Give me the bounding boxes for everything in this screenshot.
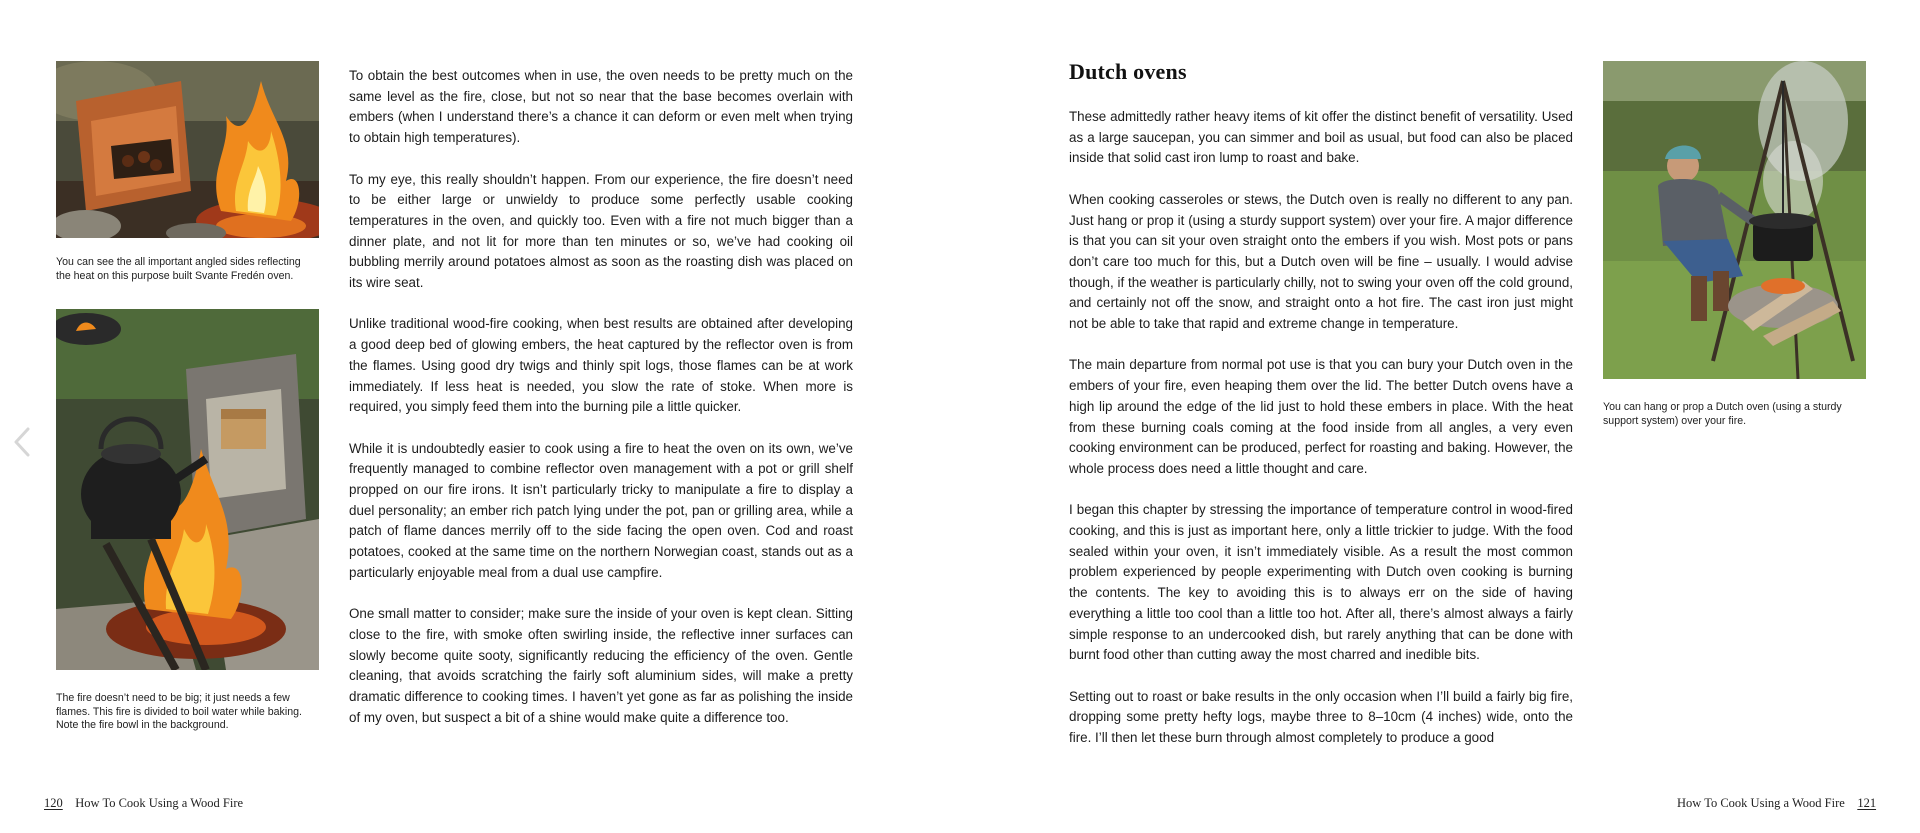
left-paragraph-3: Unlike traditional wood-fire cooking, when best results are obtained after developing a good deep bed of glowing embers, the heat captured by the reflector oven is from the flames. Using good dry twigs and thinly spit logs, those flames can be at work immediately. If less heat is needed, you slow the rate of stoke. When more is required, you simply feed them into the burning pile a little quicker. xyxy=(349,316,853,415)
left-folio xyxy=(44,796,243,811)
right-paragraph-3: The main departure from normal pot use is that you can bury your Dutch oven in the embers of your fire, even heaping them over the lid. The better Dutch ovens have a high lip around the edge of the lid just to hold these embers in place. With the heat from these burning coals coming at the food inside from all angles, a very even cooking environment can be produced, perfect for roasting and baking. However, the whole process does need a little thought and care. xyxy=(1069,357,1573,476)
top-photo-caption: You can see the all important angled sides reflecting the heat on this purpose built Svante Fredén oven. xyxy=(56,256,301,282)
previous-page-button[interactable] xyxy=(10,424,34,460)
right-paragraph-1: These admittedly rather heavy items of kit offer the distinct benefit of versatility. Used as a large saucepan, you can simmer and boil as usual, but food can also be placed inside that solid cast iron lump to roast and bake. xyxy=(1069,109,1573,166)
right-paragraph-2: When cooking casseroles or stews, the Dutch oven is really no different to any pan. Just hang or prop it (using a sturdy support system) over your fire. A major difference is that you can sit your oven straight onto the embers if you wish. Most pots or pans don’t care too much for this, but a Dutch oven will be fine – usually. I would advise though, if the weather is particularly chilly, not to swing your oven off the cold ground, and certainly not off the snow, and straight onto a hot fire. The cast iron just might not be able to take that rapid and extreme change in temperature. xyxy=(1069,191,1573,332)
right-running-title: How To Cook Using a Wood Fire xyxy=(1677,796,1845,810)
right-photo-caption: You can hang or prop a Dutch oven (using a sturdy support system) over your fire. xyxy=(1603,401,1842,427)
right-folio xyxy=(1677,796,1876,811)
left-running-title: How To Cook Using a Wood Fire xyxy=(75,796,244,810)
left-page-number: 120 xyxy=(44,796,63,810)
dutch-oven-photo xyxy=(1603,61,1866,379)
right-page-number: 121 xyxy=(1857,796,1877,810)
left-paragraph-2: To my eye, this really shouldn’t happen. From our experience, the fire doesn’t need to be either large or unwieldy to produce some perfectly usable cooking temperatures in the oven, and quickly too. Even with a fire not much bigger than a dinner plate, and not lit for more than ten minutes or so, we’ve had cooking oil bubbling merrily around potatoes almost as soon as the roasting dish was placed on its wire seat. xyxy=(349,171,853,291)
left-body-text xyxy=(349,66,853,749)
chevron-left-icon xyxy=(12,426,32,458)
right-paragraph-4: I began this chapter by stressing the importance of temperature control in wood-fired cooking, and this is just as important here, only a little trickier to judge. With the food sealed within your oven, it isn’t immediately visible. As a result the most common problem experienced by people experimenting with Dutch oven cooking is burning the contents. The key to avoiding this is to always err on the side of having everything a little too cool than a little too hot. After all, there’s almost always a fairly simple response to an undercooked dish, but rarely anything that can be done with burnt food other than cutting away the most charred and inedible bits. xyxy=(1069,502,1573,663)
section-heading: Dutch ovens xyxy=(1069,59,1187,84)
right-body-text xyxy=(1069,107,1573,769)
left-paragraph-5: One small matter to consider; make sure the inside of your oven is kept clean. Sitting close to the fire, with smoke often swirling inside, the reflective inner surfaces can slowly become quite sooty, significantly reducing the efficiency of the oven. Gentle cleaning, that avoids scratching the fairly soft aluminium sides, will make a pretty dramatic difference to cooking times. I haven’t yet gone as far as polishing the inside of my oven, but suspect a bit of a shine would make quite a difference too. xyxy=(349,606,853,725)
right-paragraph-5: Setting out to roast or bake results in the only occasion when I’ll build a fairly big fire, dropping some pretty hefty logs, maybe three to 8–10cm (4 inches) wide, onto the fire. I’ll then let these burn through almost completely to produce a good xyxy=(1069,688,1573,746)
left-paragraph-1: To obtain the best outcomes when in use, the oven needs to be pretty much on the same level as the fire, close, but not so near that the base becomes overlain with embers (when I understand there’s a chance it can deform or even melt when trying to obtain high temperatures). xyxy=(349,68,853,146)
kettle-fire-photo xyxy=(56,309,319,670)
reflector-oven-photo xyxy=(56,61,319,238)
bottom-photo-caption: The fire doesn’t need to be big; it just needs a few flames. This fire is divided to boil water while baking. Note the fire bowl in the background. xyxy=(56,692,302,732)
left-paragraph-4: While it is undoubtedly easier to cook using a fire to heat the oven on its own, we’ve frequently managed to combine reflector oven management with a pot or grill shelf propped on our fire irons. It isn’t particularly tricky to manipulate a fire to display a duel personality; an ember rich patch lying under the pot, pan or grilling area, while a patch of flame dances merrily off to the side facing the open oven. Cod and roast potatoes, cooked at the same time on the northern Norwegian coast, stands out as a particularly enjoyable meal from a dual use campfire. xyxy=(349,440,853,580)
